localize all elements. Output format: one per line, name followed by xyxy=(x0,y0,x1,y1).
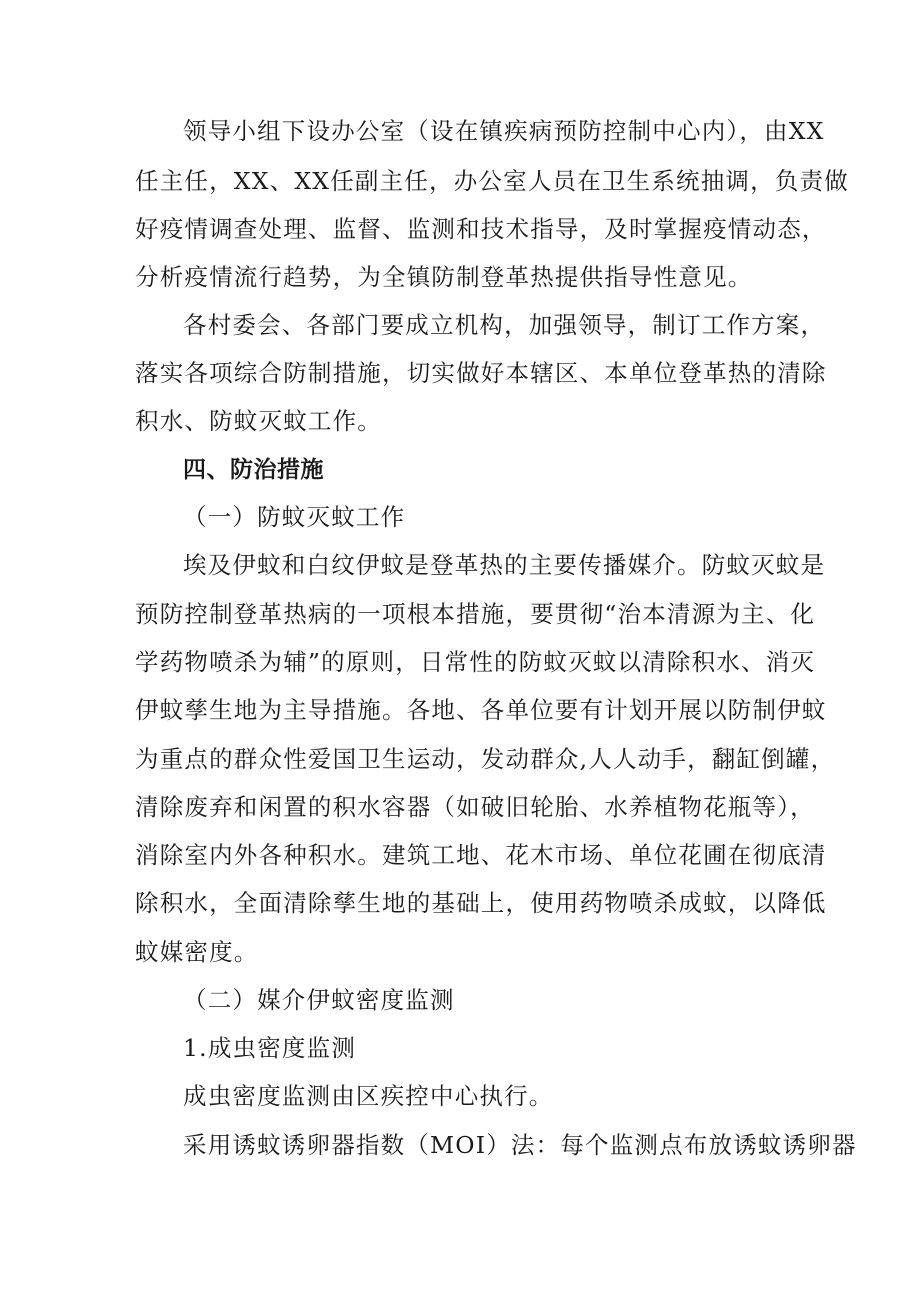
paragraph-line: 消除室内外各种积水。建筑工地、花木市场、单位花圃在彻底清 xyxy=(135,841,827,869)
paragraph-line: 好疫情调查处理、监督、监测和技术指导，及时掌握疫情动态， xyxy=(135,215,827,243)
section-heading: 四、防治措施 xyxy=(183,457,324,483)
subsection-heading: （一）防蚊灭蚊工作 xyxy=(183,503,406,531)
paragraph-line: 为重点的群众性爱国卫生运动，发动群众,人人动手，翻缸倒罐， xyxy=(135,745,836,773)
paragraph-line: 积水、防蚊灭蚊工作。 xyxy=(135,407,382,435)
paragraph-line: 任主任，XX、XX任副主任，办公室人员在卫生系统抽调，负责做 xyxy=(135,167,849,195)
subsection-heading: （二）媒介伊蚊密度监测 xyxy=(183,986,455,1014)
paragraph-line: 预防控制登革热病的一项根本措施，要贯彻“治本清源为主、化 xyxy=(135,600,816,628)
paragraph-line: 学药物喷杀为辅”的原则，日常性的防蚊灭蚊以清除积水、消灭 xyxy=(135,648,816,676)
item-heading: 1.成虫密度监测 xyxy=(183,1034,357,1062)
paragraph-line: 落实各项综合防制措施，切实做好本辖区、本单位登革热的清除 xyxy=(135,359,827,387)
paragraph-line: 分析疫情流行趋势，为全镇防制登革热提供指导性意见。 xyxy=(135,263,753,291)
paragraph-line: 除积水，全面清除孳生地的基础上，使用药物喷杀成蚊，以降低 xyxy=(135,889,827,917)
paragraph-line: 成虫密度监测由区疾控中心执行。 xyxy=(183,1082,554,1110)
paragraph-line: 领导小组下设办公室（设在镇疾病预防控制中心内），由XX xyxy=(183,117,825,145)
paragraph-line: 清除废弃和闲置的积水容器（如破旧轮胎、水养植物花瓶等）， xyxy=(135,793,815,821)
paragraph-line: 蚊媒密度。 xyxy=(135,938,259,966)
paragraph-line: 埃及伊蚊和白纹伊蚊是登革热的主要传播媒介。防蚊灭蚊是 xyxy=(183,551,826,579)
paragraph-line: 采用诱蚊诱卵器指数（MOI）法：每个监测点布放诱蚊诱卵器 xyxy=(183,1131,857,1159)
paragraph-line: 伊蚊孳生地为主导措施。各地、各单位要有计划开展以防制伊蚊 xyxy=(135,696,827,724)
paragraph-line: 各村委会、各部门要成立机构，加强领导，制订工作方案， xyxy=(183,311,826,339)
